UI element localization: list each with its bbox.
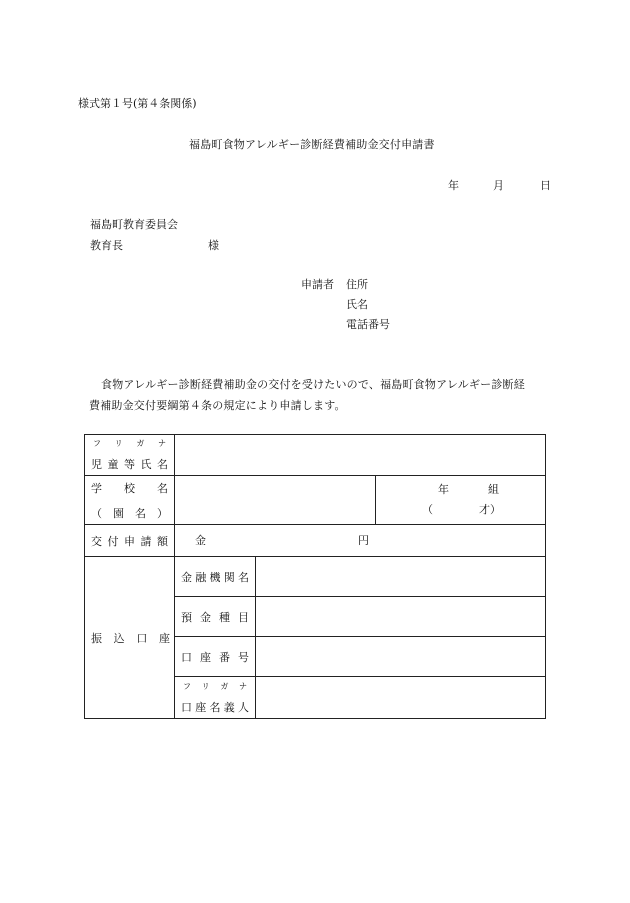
account-label-cell xyxy=(85,557,175,719)
grade-class-label: 組 xyxy=(488,483,499,496)
bank-name-row xyxy=(85,557,546,597)
addressee-honorific: 様 xyxy=(208,239,219,252)
applicant-address-label: 住所 xyxy=(346,278,368,291)
document-title: 福島町食物アレルギー診断経費補助金交付申請書 xyxy=(189,138,435,151)
age-open-paren: （ xyxy=(422,503,433,516)
grade-age-cell[interactable] xyxy=(376,476,546,525)
account-number-label-cell xyxy=(175,637,256,677)
date-year-label: 年 xyxy=(448,179,459,192)
amount-row xyxy=(85,525,546,557)
school-label: 学 校 名 xyxy=(91,481,168,495)
child-name-label-cell xyxy=(85,435,175,476)
age-label: 才） xyxy=(479,503,501,516)
body-text-line-2: 費補助金交付要綱第４条の規定により申請します。 xyxy=(89,399,346,412)
amount-unit: 円 xyxy=(358,533,369,547)
amount-label-cell xyxy=(85,525,175,557)
applicant-phone-label: 電話番号 xyxy=(346,318,390,331)
child-name-input[interactable] xyxy=(175,435,546,476)
grade-year-label: 年 xyxy=(438,483,449,496)
bank-name-label-cell xyxy=(175,557,256,597)
deposit-type-label: 預 金 種 目 xyxy=(181,610,249,624)
applicant-label: 申請者 xyxy=(301,278,334,291)
addressee-role: 教育長 xyxy=(90,239,123,252)
holder-name-label: 口 座 名 義 人 xyxy=(181,700,249,714)
bank-name-input[interactable] xyxy=(256,557,546,597)
holder-furigana-label: フ リ ガ ナ xyxy=(183,681,247,691)
child-name-row xyxy=(85,435,546,476)
deposit-type-input[interactable] xyxy=(256,597,546,637)
account-holder-input[interactable] xyxy=(256,677,546,719)
date-month-label: 月 xyxy=(493,179,504,192)
amount-label: 交 付 申 請 額 xyxy=(91,534,168,548)
school-sub-label: （ 園 名 ） xyxy=(91,506,168,520)
amount-prefix: 金 xyxy=(195,533,206,547)
form-number: 様式第１号(第４条関係) xyxy=(78,97,197,110)
account-holder-label-cell xyxy=(175,677,256,719)
school-label-cell xyxy=(85,476,175,525)
deposit-type-label-cell xyxy=(175,597,256,637)
account-number-label: 口 座 番 号 xyxy=(181,650,249,664)
school-row xyxy=(85,476,546,525)
child-name-label: 児 童 等 氏 名 xyxy=(91,458,168,471)
addressee-org: 福島町教育委員会 xyxy=(90,218,178,231)
bank-name-label: 金 融 機 関 名 xyxy=(181,570,249,584)
applicant-name-label: 氏名 xyxy=(346,298,368,311)
school-name-input[interactable] xyxy=(175,476,376,525)
date-day-label: 日 xyxy=(540,179,551,192)
account-label: 振 込 口 座 xyxy=(91,631,170,645)
body-text-line-1: 食物アレルギー診断経費補助金の交付を受けたいので、福島町食物アレルギー診断経 xyxy=(101,378,525,391)
amount-input[interactable] xyxy=(175,525,546,557)
account-number-input[interactable] xyxy=(256,637,546,677)
application-table xyxy=(84,434,546,719)
child-furigana-label: フ リ ガ ナ xyxy=(93,439,166,448)
